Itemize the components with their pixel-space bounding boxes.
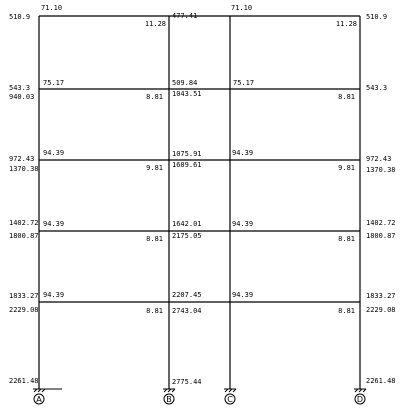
moment-label: 2261.48 (366, 377, 396, 385)
moment-label: 510.9 (366, 13, 388, 21)
moment-label: 1043.51 (172, 90, 202, 98)
beam-moment-label: 9.81 (146, 164, 163, 172)
support-a (33, 389, 62, 392)
moment-label: 1370.38 (9, 165, 39, 173)
labels-column-a (9, 13, 39, 385)
moment-label: 543.3 (366, 84, 388, 92)
beam-moment-label: 94.39 (43, 149, 65, 157)
beam-moment-label: 75.17 (233, 79, 255, 87)
beam-moment-label: 11.28 (335, 20, 357, 28)
columns (39, 16, 360, 389)
beam-moment-label: 94.39 (232, 149, 254, 157)
support-c (224, 389, 236, 392)
beam-moment-label: 94.39 (232, 220, 254, 228)
moment-label: 1075.91 (172, 150, 202, 158)
beam-moment-label: 75.17 (43, 79, 65, 87)
labels-column-d (366, 13, 396, 385)
moment-label: 2175.05 (172, 232, 202, 240)
beam-moment-label: 11.28 (144, 20, 166, 28)
moment-label: 1800.87 (9, 232, 39, 240)
moment-label: 2261.48 (9, 377, 39, 385)
beam-moment-label: 71.10 (41, 4, 63, 12)
moment-label: 1370.38 (366, 166, 396, 174)
moment-label: 2207.45 (172, 291, 202, 299)
beam-moment-label: 8.81 (146, 235, 163, 243)
moment-label: 972.43 (9, 155, 35, 163)
axis-label-a: A (36, 395, 42, 404)
beam-moment-label: 9.81 (338, 164, 355, 172)
moment-label: 2229.08 (9, 306, 39, 314)
moment-label: 1833.27 (9, 292, 39, 300)
moment-label: 1609.61 (172, 161, 202, 169)
moment-label: 1833.27 (366, 292, 396, 300)
moment-label: 2743.04 (172, 307, 202, 315)
beam-moment-label: 8.81 (146, 307, 163, 315)
moment-label: 1402.72 (9, 219, 39, 227)
moment-label: 1800.87 (366, 232, 396, 240)
beam-moment-label: 8.81 (338, 235, 355, 243)
moment-label: 510.9 (9, 13, 31, 21)
labels-column-b (172, 12, 202, 386)
axis-bubbles (34, 394, 365, 404)
beam-moment-label: 8.81 (338, 307, 355, 315)
moment-label: 940.03 (9, 93, 35, 101)
moment-label: 2229.08 (366, 306, 396, 314)
axis-label-c: C (227, 395, 233, 404)
moment-label: 509.84 (172, 79, 198, 87)
moment-label: 1402.72 (366, 219, 396, 227)
axis-label-b: B (166, 395, 172, 404)
beam-moment-label: 71.10 (231, 4, 253, 12)
moment-label: 972.43 (366, 155, 392, 163)
beam-moment-label: 8.81 (338, 93, 355, 101)
support-d (354, 389, 366, 392)
moment-label: 543.3 (9, 84, 31, 92)
moment-label: 1642.01 (172, 220, 202, 228)
moment-label: 477.41 (172, 12, 198, 20)
beam-moment-label: 94.39 (43, 220, 65, 228)
supports (33, 389, 366, 392)
beams (39, 16, 360, 302)
beam-moment-label: 94.39 (43, 291, 65, 299)
moment-label: 2775.44 (172, 378, 202, 386)
beam-moment-label: 8.81 (146, 93, 163, 101)
beam-moment-label: 94.39 (232, 291, 254, 299)
support-b (163, 389, 175, 392)
axis-label-d: D (356, 395, 364, 404)
